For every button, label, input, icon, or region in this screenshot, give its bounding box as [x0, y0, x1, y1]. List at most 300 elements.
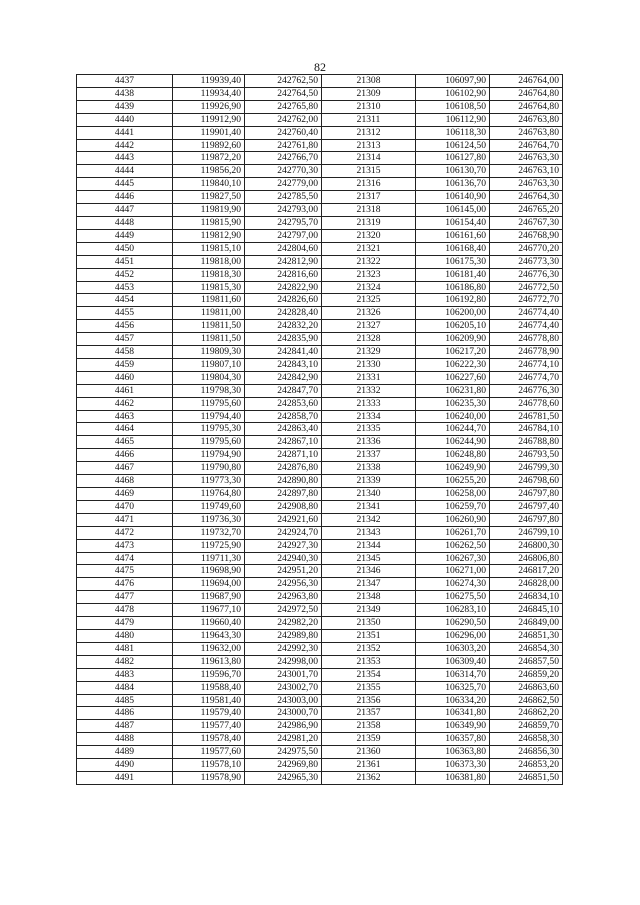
- x-coordinate-left: 119934,40: [173, 87, 245, 100]
- point-number-right: 21356: [322, 694, 416, 707]
- point-number-left: 4490: [77, 759, 173, 772]
- point-number-right: 21324: [322, 281, 416, 294]
- point-number-right: 21335: [322, 423, 416, 436]
- point-number-left: 4462: [77, 397, 173, 410]
- x-coordinate-right: 106274,30: [416, 578, 490, 591]
- y-coordinate-right: 246778,90: [490, 346, 563, 359]
- table-row: [77, 307, 563, 320]
- x-coordinate-right: 106255,20: [416, 475, 490, 488]
- point-number-right: 21313: [322, 139, 416, 152]
- table-row: [77, 707, 563, 720]
- point-number-left: 4451: [77, 255, 173, 268]
- x-coordinate-left: 119698,90: [173, 565, 245, 578]
- point-number-right: 21347: [322, 578, 416, 591]
- table-row: [77, 384, 563, 397]
- x-coordinate-left: 119694,00: [173, 578, 245, 591]
- x-coordinate-right: 106244,70: [416, 423, 490, 436]
- y-coordinate-left: 242760,40: [245, 126, 322, 139]
- table-row: [77, 371, 563, 384]
- point-number-left: 4452: [77, 268, 173, 281]
- x-coordinate-left: 119815,30: [173, 281, 245, 294]
- point-number-right: 21323: [322, 268, 416, 281]
- point-number-left: 4480: [77, 629, 173, 642]
- x-coordinate-left: 119856,20: [173, 165, 245, 178]
- x-coordinate-left: 119939,40: [173, 75, 245, 88]
- y-coordinate-right: 246776,30: [490, 384, 563, 397]
- y-coordinate-left: 242921,60: [245, 513, 322, 526]
- y-coordinate-right: 246764,30: [490, 191, 563, 204]
- x-coordinate-left: 119795,60: [173, 397, 245, 410]
- x-coordinate-right: 106258,00: [416, 488, 490, 501]
- y-coordinate-right: 246788,80: [490, 436, 563, 449]
- x-coordinate-left: 119578,40: [173, 733, 245, 746]
- x-coordinate-left: 119773,30: [173, 475, 245, 488]
- x-coordinate-left: 119807,10: [173, 358, 245, 371]
- x-coordinate-right: 106108,50: [416, 100, 490, 113]
- point-number-left: 4481: [77, 642, 173, 655]
- table-row: [77, 358, 563, 371]
- point-number-left: 4464: [77, 423, 173, 436]
- point-number-right: 21321: [322, 242, 416, 255]
- point-number-left: 4445: [77, 178, 173, 191]
- x-coordinate-left: 119804,30: [173, 371, 245, 384]
- y-coordinate-right: 246784,10: [490, 423, 563, 436]
- x-coordinate-right: 106275,50: [416, 591, 490, 604]
- point-number-left: 4485: [77, 694, 173, 707]
- point-number-right: 21322: [322, 255, 416, 268]
- table-row: [77, 488, 563, 501]
- point-number-right: 21333: [322, 397, 416, 410]
- x-coordinate-right: 106161,60: [416, 229, 490, 242]
- y-coordinate-left: 242863,40: [245, 423, 322, 436]
- table-row: [77, 720, 563, 733]
- point-number-right: 21337: [322, 449, 416, 462]
- point-number-right: 21314: [322, 152, 416, 165]
- point-number-left: 4458: [77, 346, 173, 359]
- x-coordinate-right: 106290,50: [416, 617, 490, 630]
- point-number-right: 21343: [322, 526, 416, 539]
- y-coordinate-left: 242761,80: [245, 139, 322, 152]
- x-coordinate-left: 119596,70: [173, 668, 245, 681]
- point-number-left: 4477: [77, 591, 173, 604]
- x-coordinate-left: 119901,40: [173, 126, 245, 139]
- y-coordinate-left: 242975,50: [245, 746, 322, 759]
- y-coordinate-right: 246772,70: [490, 294, 563, 307]
- x-coordinate-right: 106145,00: [416, 204, 490, 217]
- x-coordinate-right: 106227,60: [416, 371, 490, 384]
- y-coordinate-right: 246797,40: [490, 500, 563, 513]
- x-coordinate-right: 106112,90: [416, 113, 490, 126]
- point-number-left: 4471: [77, 513, 173, 526]
- x-coordinate-right: 106314,70: [416, 668, 490, 681]
- x-coordinate-right: 106222,30: [416, 358, 490, 371]
- x-coordinate-left: 119809,30: [173, 346, 245, 359]
- table-row: [77, 139, 563, 152]
- point-number-right: 21361: [322, 759, 416, 772]
- x-coordinate-left: 119687,90: [173, 591, 245, 604]
- x-coordinate-left: 119795,60: [173, 436, 245, 449]
- x-coordinate-right: 106248,80: [416, 449, 490, 462]
- point-number-left: 4466: [77, 449, 173, 462]
- y-coordinate-right: 246774,40: [490, 307, 563, 320]
- table-row: [77, 526, 563, 539]
- point-number-left: 4484: [77, 681, 173, 694]
- table-row: [77, 423, 563, 436]
- table-row: [77, 449, 563, 462]
- table-row: [77, 694, 563, 707]
- point-number-right: 21320: [322, 229, 416, 242]
- table-row: [77, 191, 563, 204]
- table-row: [77, 346, 563, 359]
- y-coordinate-left: 242770,30: [245, 165, 322, 178]
- point-number-right: 21330: [322, 358, 416, 371]
- table-row: [77, 746, 563, 759]
- x-coordinate-right: 106363,80: [416, 746, 490, 759]
- table-row: [77, 255, 563, 268]
- x-coordinate-right: 106231,80: [416, 384, 490, 397]
- y-coordinate-left: 242871,10: [245, 449, 322, 462]
- x-coordinate-left: 119632,00: [173, 642, 245, 655]
- point-number-right: 21309: [322, 87, 416, 100]
- table-row: [77, 242, 563, 255]
- y-coordinate-left: 242779,00: [245, 178, 322, 191]
- point-number-left: 4482: [77, 655, 173, 668]
- point-number-left: 4449: [77, 229, 173, 242]
- y-coordinate-right: 246773,30: [490, 255, 563, 268]
- y-coordinate-left: 242826,60: [245, 294, 322, 307]
- point-number-right: 21350: [322, 617, 416, 630]
- point-number-right: 21315: [322, 165, 416, 178]
- x-coordinate-right: 106102,90: [416, 87, 490, 100]
- y-coordinate-left: 242804,60: [245, 242, 322, 255]
- table-row: [77, 565, 563, 578]
- y-coordinate-left: 242795,70: [245, 216, 322, 229]
- y-coordinate-left: 242981,20: [245, 733, 322, 746]
- x-coordinate-left: 119579,40: [173, 707, 245, 720]
- point-number-right: 21338: [322, 462, 416, 475]
- x-coordinate-right: 106130,70: [416, 165, 490, 178]
- table-row: [77, 759, 563, 772]
- x-coordinate-right: 106200,00: [416, 307, 490, 320]
- x-coordinate-left: 119892,60: [173, 139, 245, 152]
- y-coordinate-right: 246845,10: [490, 604, 563, 617]
- y-coordinate-left: 242762,00: [245, 113, 322, 126]
- table-row: [77, 642, 563, 655]
- x-coordinate-right: 106244,90: [416, 436, 490, 449]
- point-number-left: 4444: [77, 165, 173, 178]
- y-coordinate-left: 242847,70: [245, 384, 322, 397]
- point-number-left: 4443: [77, 152, 173, 165]
- y-coordinate-right: 246765,20: [490, 204, 563, 217]
- y-coordinate-right: 246797,80: [490, 488, 563, 501]
- x-coordinate-left: 119736,30: [173, 513, 245, 526]
- table-row: [77, 113, 563, 126]
- point-number-left: 4440: [77, 113, 173, 126]
- y-coordinate-left: 242965,30: [245, 771, 322, 784]
- point-number-right: 21310: [322, 100, 416, 113]
- x-coordinate-left: 119577,60: [173, 746, 245, 759]
- point-number-right: 21352: [322, 642, 416, 655]
- point-number-left: 4456: [77, 320, 173, 333]
- y-coordinate-right: 246763,30: [490, 152, 563, 165]
- y-coordinate-left: 242986,90: [245, 720, 322, 733]
- x-coordinate-left: 119795,30: [173, 423, 245, 436]
- y-coordinate-left: 243003,00: [245, 694, 322, 707]
- page-number: 82: [314, 60, 326, 74]
- point-number-right: 21359: [322, 733, 416, 746]
- table-row: [77, 629, 563, 642]
- y-coordinate-right: 246799,30: [490, 462, 563, 475]
- y-coordinate-right: 246862,20: [490, 707, 563, 720]
- x-coordinate-left: 119578,10: [173, 759, 245, 772]
- y-coordinate-left: 242858,70: [245, 410, 322, 423]
- y-coordinate-right: 246798,60: [490, 475, 563, 488]
- y-coordinate-right: 246800,30: [490, 539, 563, 552]
- table-row: [77, 397, 563, 410]
- x-coordinate-left: 119794,40: [173, 410, 245, 423]
- point-number-left: 4439: [77, 100, 173, 113]
- point-number-left: 4472: [77, 526, 173, 539]
- x-coordinate-left: 119581,40: [173, 694, 245, 707]
- point-number-left: 4483: [77, 668, 173, 681]
- table-row: [77, 216, 563, 229]
- y-coordinate-left: 242822,90: [245, 281, 322, 294]
- table-row: [77, 165, 563, 178]
- y-coordinate-left: 242785,50: [245, 191, 322, 204]
- y-coordinate-right: 246858,30: [490, 733, 563, 746]
- y-coordinate-right: 246834,10: [490, 591, 563, 604]
- x-coordinate-right: 106124,50: [416, 139, 490, 152]
- point-number-right: 21326: [322, 307, 416, 320]
- x-coordinate-left: 119827,50: [173, 191, 245, 204]
- point-number-left: 4479: [77, 617, 173, 630]
- x-coordinate-left: 119840,10: [173, 178, 245, 191]
- x-coordinate-right: 106309,40: [416, 655, 490, 668]
- point-number-left: 4489: [77, 746, 173, 759]
- point-number-left: 4438: [77, 87, 173, 100]
- point-number-right: 21341: [322, 500, 416, 513]
- y-coordinate-left: 242765,80: [245, 100, 322, 113]
- x-coordinate-right: 106373,30: [416, 759, 490, 772]
- table-row: [77, 100, 563, 113]
- x-coordinate-left: 119794,90: [173, 449, 245, 462]
- y-coordinate-left: 242876,80: [245, 462, 322, 475]
- table-row: [77, 229, 563, 242]
- table-row: [77, 617, 563, 630]
- point-number-right: 21317: [322, 191, 416, 204]
- y-coordinate-left: 242764,50: [245, 87, 322, 100]
- x-coordinate-left: 119811,50: [173, 333, 245, 346]
- y-coordinate-right: 246862,50: [490, 694, 563, 707]
- point-number-right: 21340: [322, 488, 416, 501]
- y-coordinate-right: 246772,50: [490, 281, 563, 294]
- x-coordinate-right: 106296,00: [416, 629, 490, 642]
- point-number-right: 21318: [322, 204, 416, 217]
- table-row: [77, 681, 563, 694]
- x-coordinate-right: 106118,30: [416, 126, 490, 139]
- y-coordinate-left: 242992,30: [245, 642, 322, 655]
- point-number-left: 4491: [77, 771, 173, 784]
- x-coordinate-left: 119711,30: [173, 552, 245, 565]
- point-number-left: 4461: [77, 384, 173, 397]
- point-number-left: 4478: [77, 604, 173, 617]
- x-coordinate-right: 106341,80: [416, 707, 490, 720]
- point-number-right: 21342: [322, 513, 416, 526]
- table-row: [77, 771, 563, 784]
- x-coordinate-left: 119812,90: [173, 229, 245, 242]
- x-coordinate-right: 106271,00: [416, 565, 490, 578]
- point-number-left: 4442: [77, 139, 173, 152]
- y-coordinate-left: 242797,00: [245, 229, 322, 242]
- point-number-right: 21354: [322, 668, 416, 681]
- point-number-left: 4476: [77, 578, 173, 591]
- x-coordinate-right: 106217,20: [416, 346, 490, 359]
- y-coordinate-left: 242924,70: [245, 526, 322, 539]
- x-coordinate-right: 106181,40: [416, 268, 490, 281]
- x-coordinate-left: 119764,80: [173, 488, 245, 501]
- y-coordinate-left: 242853,60: [245, 397, 322, 410]
- y-coordinate-left: 242842,90: [245, 371, 322, 384]
- y-coordinate-left: 242766,70: [245, 152, 322, 165]
- x-coordinate-right: 106235,30: [416, 397, 490, 410]
- y-coordinate-right: 246781,50: [490, 410, 563, 423]
- y-coordinate-right: 246774,40: [490, 320, 563, 333]
- table-row: [77, 126, 563, 139]
- y-coordinate-left: 242963,80: [245, 591, 322, 604]
- point-number-left: 4465: [77, 436, 173, 449]
- y-coordinate-left: 242812,90: [245, 255, 322, 268]
- y-coordinate-right: 246854,30: [490, 642, 563, 655]
- table-row: [77, 436, 563, 449]
- point-number-right: 21316: [322, 178, 416, 191]
- x-coordinate-right: 106168,40: [416, 242, 490, 255]
- point-number-left: 4468: [77, 475, 173, 488]
- x-coordinate-right: 106259,70: [416, 500, 490, 513]
- y-coordinate-left: 242841,40: [245, 346, 322, 359]
- y-coordinate-right: 246797,80: [490, 513, 563, 526]
- y-coordinate-right: 246764,80: [490, 100, 563, 113]
- point-number-left: 4437: [77, 75, 173, 88]
- point-number-right: 21319: [322, 216, 416, 229]
- y-coordinate-right: 246849,00: [490, 617, 563, 630]
- x-coordinate-right: 106240,00: [416, 410, 490, 423]
- y-coordinate-left: 242908,80: [245, 500, 322, 513]
- y-coordinate-left: 242940,30: [245, 552, 322, 565]
- x-coordinate-left: 119811,00: [173, 307, 245, 320]
- point-number-left: 4469: [77, 488, 173, 501]
- point-number-left: 4447: [77, 204, 173, 217]
- y-coordinate-left: 242843,10: [245, 358, 322, 371]
- y-coordinate-right: 246763,80: [490, 126, 563, 139]
- y-coordinate-left: 242828,40: [245, 307, 322, 320]
- x-coordinate-right: 106136,70: [416, 178, 490, 191]
- y-coordinate-left: 242867,10: [245, 436, 322, 449]
- point-number-left: 4460: [77, 371, 173, 384]
- point-number-left: 4457: [77, 333, 173, 346]
- point-number-left: 4453: [77, 281, 173, 294]
- x-coordinate-right: 106262,50: [416, 539, 490, 552]
- table-row: [77, 204, 563, 217]
- y-coordinate-left: 242816,60: [245, 268, 322, 281]
- y-coordinate-right: 246764,70: [490, 139, 563, 152]
- table-row: [77, 333, 563, 346]
- point-number-right: 21345: [322, 552, 416, 565]
- x-coordinate-left: 119815,90: [173, 216, 245, 229]
- table-row: [77, 462, 563, 475]
- y-coordinate-right: 246770,20: [490, 242, 563, 255]
- point-number-right: 21348: [322, 591, 416, 604]
- x-coordinate-left: 119819,90: [173, 204, 245, 217]
- table-row: [77, 733, 563, 746]
- y-coordinate-left: 242969,80: [245, 759, 322, 772]
- y-coordinate-right: 246793,50: [490, 449, 563, 462]
- point-number-left: 4459: [77, 358, 173, 371]
- table-row: [77, 591, 563, 604]
- x-coordinate-left: 119725,90: [173, 539, 245, 552]
- y-coordinate-right: 246763,80: [490, 113, 563, 126]
- point-number-left: 4486: [77, 707, 173, 720]
- table-row: [77, 410, 563, 423]
- y-coordinate-left: 243002,70: [245, 681, 322, 694]
- y-coordinate-left: 242793,00: [245, 204, 322, 217]
- point-number-left: 4448: [77, 216, 173, 229]
- y-coordinate-left: 242951,20: [245, 565, 322, 578]
- y-coordinate-right: 246764,00: [490, 75, 563, 88]
- table-row: [77, 152, 563, 165]
- x-coordinate-right: 106175,30: [416, 255, 490, 268]
- y-coordinate-right: 246799,10: [490, 526, 563, 539]
- point-number-right: 21308: [322, 75, 416, 88]
- y-coordinate-left: 242998,00: [245, 655, 322, 668]
- y-coordinate-left: 242972,50: [245, 604, 322, 617]
- y-coordinate-left: 242832,20: [245, 320, 322, 333]
- y-coordinate-right: 246859,20: [490, 668, 563, 681]
- x-coordinate-left: 119613,80: [173, 655, 245, 668]
- y-coordinate-right: 246776,30: [490, 268, 563, 281]
- y-coordinate-right: 246851,30: [490, 629, 563, 642]
- x-coordinate-right: 106249,90: [416, 462, 490, 475]
- y-coordinate-left: 242762,50: [245, 75, 322, 88]
- x-coordinate-right: 106186,80: [416, 281, 490, 294]
- coordinates-table-body: [77, 75, 563, 785]
- point-number-right: 21312: [322, 126, 416, 139]
- y-coordinate-left: 242890,80: [245, 475, 322, 488]
- y-coordinate-left: 243001,70: [245, 668, 322, 681]
- y-coordinate-right: 246817,20: [490, 565, 563, 578]
- point-number-left: 4467: [77, 462, 173, 475]
- coordinates-table: [76, 74, 563, 785]
- point-number-right: 21346: [322, 565, 416, 578]
- y-coordinate-left: 242897,80: [245, 488, 322, 501]
- y-coordinate-right: 246778,80: [490, 333, 563, 346]
- x-coordinate-right: 106140,90: [416, 191, 490, 204]
- table-row: [77, 604, 563, 617]
- table-row: [77, 539, 563, 552]
- x-coordinate-left: 119872,20: [173, 152, 245, 165]
- point-number-right: 21334: [322, 410, 416, 423]
- point-number-left: 4475: [77, 565, 173, 578]
- y-coordinate-left: 242927,30: [245, 539, 322, 552]
- point-number-right: 21336: [322, 436, 416, 449]
- x-coordinate-left: 119677,10: [173, 604, 245, 617]
- y-coordinate-left: 243000,70: [245, 707, 322, 720]
- x-coordinate-left: 119912,90: [173, 113, 245, 126]
- table-row: [77, 268, 563, 281]
- point-number-left: 4470: [77, 500, 173, 513]
- point-number-right: 21351: [322, 629, 416, 642]
- x-coordinate-left: 119926,90: [173, 100, 245, 113]
- point-number-right: 21353: [322, 655, 416, 668]
